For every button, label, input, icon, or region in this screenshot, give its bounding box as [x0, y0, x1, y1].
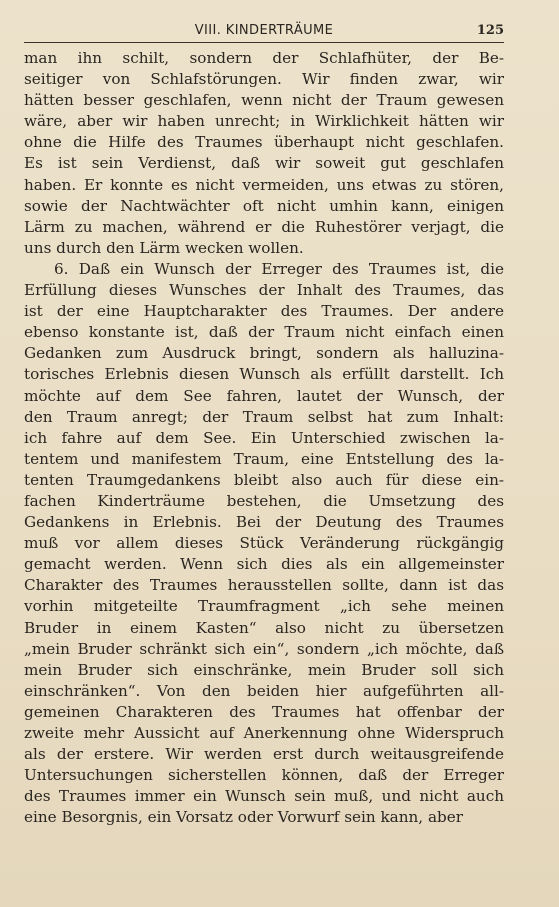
text-line: möchte auf dem See fahren, lautet der Wunsch, der — [24, 386, 504, 405]
text-line: seitiger von Schlafstörungen. Wir finden zwar, wir — [24, 70, 504, 89]
text-line: muß vor allem dieses Stück Veränderung rückgängig — [24, 534, 504, 553]
page-number: 125 — [476, 23, 504, 38]
text-line: Es ist sein Verdienst, daß wir soweit gut geschlafen — [24, 154, 504, 173]
text-line: gemeinen Charakteren des Traumes hat offenbar der — [24, 702, 504, 721]
text-line: haben. Er konnte es nicht vermeiden, uns etwas zu stören, — [24, 175, 504, 194]
chapter-title: VIII. KINDERTRÄUME — [194, 23, 334, 38]
text-line: 6. Daß ein Wunsch der Erreger des Traumes ist, die — [54, 259, 504, 278]
text-line: Bruder in einem Kasten“ also nicht zu übersetzen — [24, 618, 504, 637]
running-header — [24, 22, 504, 43]
text-line: uns durch den Lärm wecken wollen. — [24, 238, 304, 257]
text-line: einschränken“. Von den beiden hier aufgeführten all- — [24, 681, 504, 700]
text-line: hätten besser geschlafen, wenn nicht der Traum gewesen — [24, 91, 504, 110]
text-line: tentem und manifestem Traum, eine Entstellung des la- — [24, 449, 504, 468]
text-line: tenten Traumgedankens bleibt also auch für diese ein- — [24, 470, 504, 489]
text-line: ich fahre auf dem See. Ein Unterschied zwischen la- — [24, 428, 504, 447]
text-line: zweite mehr Aussicht auf Anerkennung ohne Widerspruch — [24, 724, 504, 742]
text-line: wäre, aber wir haben unrecht; in Wirklichkeit hätten wir — [24, 112, 504, 131]
text-line: Gedankens in Erlebnis. Bei der Deutung des Traumes — [24, 513, 504, 532]
text-line: vorhin mitgeteilte Traumfragment „ich sehe meinen — [24, 597, 504, 616]
text-line: ebenso konstante ist, daß der Traum nicht einfach einen — [24, 323, 504, 342]
text-line: Untersuchungen sicherstellen können, daß der Erreger — [24, 766, 504, 785]
text-line: ist der eine Hauptcharakter des Traumes. Der andere — [24, 302, 504, 321]
text-line: Erfüllung dieses Wunsches der Inhalt des Traumes, das — [24, 281, 504, 300]
text-line: „mein Bruder schränkt sich ein“, sondern „ich möchte, daß — [24, 639, 504, 658]
text-line: Lärm zu machen, während er die Ruhestörer verjagt, die — [24, 217, 504, 236]
text-line: ohne die Hilfe des Traumes überhaupt nicht geschlafen. — [24, 133, 504, 152]
text-line: man ihn schilt, sondern der Schlafhüter, der Be- — [24, 49, 504, 67]
text-line: torisches Erlebnis diesen Wunsch als erfüllt darstellt. Ich — [24, 365, 504, 384]
text-line: Gedanken zum Ausdruck bringt, sondern als halluzina- — [24, 344, 504, 363]
body-text — [24, 48, 504, 828]
text-line: mein Bruder sich einschränke, mein Bruder soll sich — [24, 660, 504, 679]
text-line: des Traumes immer ein Wunsch sein muß, und nicht auch — [24, 787, 504, 806]
text-line: Charakter des Traumes herausstellen sollte, dann ist das — [24, 576, 504, 595]
text-line: fachen Kinderträume bestehen, die Umsetzung des — [24, 491, 504, 510]
text-line: gemacht werden. Wenn sich dies als ein allgemeinster — [24, 555, 504, 574]
text-line: eine Besorgnis, ein Vorsatz oder Vorwurf sein kann, aber — [24, 808, 463, 827]
text-line: sowie der Nachtwächter oft nicht umhin kann, einigen — [24, 196, 504, 215]
text-line: den Traum anregt; der Traum selbst hat zum Inhalt: — [24, 407, 504, 426]
text-line: als der erstere. Wir werden erst durch weitausgreifende — [24, 745, 504, 764]
